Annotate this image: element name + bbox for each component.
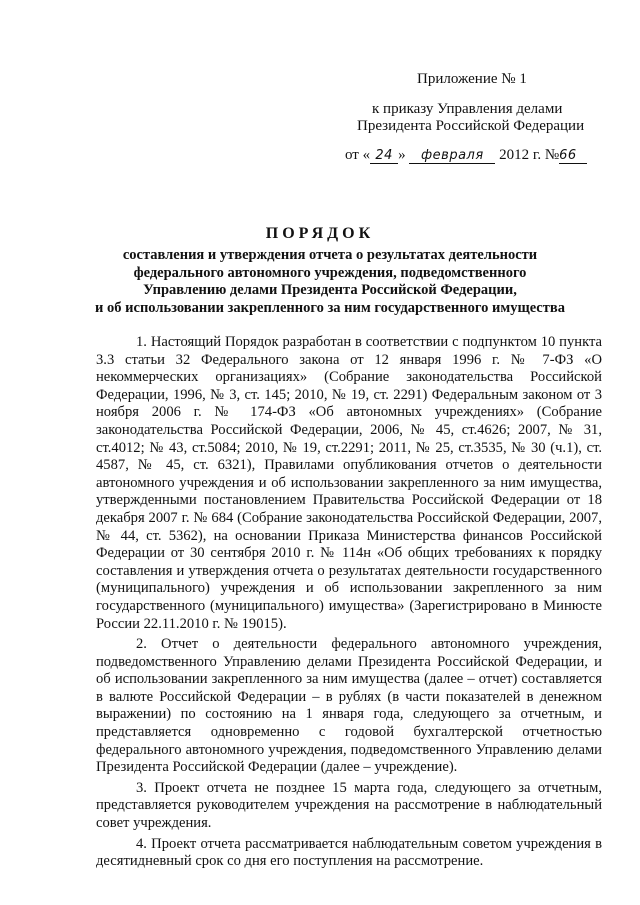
document-title: ПОРЯДОК [265,225,375,242]
subtitle-line: составления и утверждения отчета о результатах деятельности [122,247,538,263]
appendix-label: Приложение № 1 [417,71,527,87]
paragraph-1: 1. Настоящий Порядок разработан в соответствии с подпунктом 10 пункта 3.3 статьи 32 Федерального закона от 12 января 1996 г. № 7-ФЗ «О некоммерческих организациях» (Собрание законодательства Российской Федерации, 1996, № 3, ст. 145; 2010, № 19, ст. 2291) Федеральным законом от 3 ноября 2006 г. № 174-ФЗ «Об автономных учреждениях» (Собрание законодательства Российской Федерации, 2006, № 45, ст.4626; 2007, № 31, ст.4012; № 43, ст.5084; 2010, № 19, ст.2291; 2011, № 25, ст.3535, № 30 (ч.1), ст. 4587, № 45, ст. 6321), Правилами опубликования отчетов о деятельности автономного учреждения и об использовании закрепленного за ним имущества, утвержденными постановлением Правительства Российской Федерации от 18 декабря 2007 г. № 684 (Собрание законодательства Российской Федерации, 2007, № 44, ст. 5362), на основании Приказа Министерства финансов Российской Федерации от 30 сентября 2010 г. № 114н «Об общих требованиях к порядку составления и утверждения отчета о результатах деятельности государственного (муниципального) учреждения и об использовании закрепленного за ним государственного (муниципального) имущества» (Зарегистрировано в Минюсте России 22.11.2010 г. № 19015). [96,334,602,632]
handwritten-day: 24 [370,148,398,164]
date-prefix: от « [345,147,371,163]
order-date-line [345,146,587,164]
document-subtitle [90,247,570,317]
subtitle-line: и об использовании закрепленного за ним государственного имущества [95,299,565,316]
order-reference-line1: к приказу Управления делами [372,101,563,117]
document-body [96,334,602,874]
subtitle-line: Управлению делами Президента Российской Федерации, [143,282,517,298]
paragraph-2: 2. Отчет о деятельности федерального автономного учреждения, подведомственного Управлению делами Президента Российской Федерации, и об использовании закрепленного за ним имущества (далее – отчет) составляется в валюте Российской Федерации – в рублях (в части показателей в денежном выражении) по состоянию на 1 января года, следующего за отчетным, и представляется одновременно с годовой бухгалтерской отчетностью федерального автономного учреждения, подведомственного Управлению делами Президента Российской Федерации (далее – учреждение). [96,636,602,776]
handwritten-month: февраля [409,148,495,164]
date-close-quote: » [398,147,406,163]
paragraph-4: 4. Проект отчета рассматривается наблюдательным советом учреждения в десятидневный срок со дня его поступления на рассмотрение. [96,835,602,870]
subtitle-line: федерального автономного учреждения, подведомственного [133,264,527,281]
year-and-number-label: 2012 г. № [499,147,560,163]
handwritten-order-number: 66 [559,148,587,164]
paragraph-3: 3. Проект отчета не позднее 15 марта года, следующего за отчетным, представляется руководителем учреждения на рассмотрение в наблюдательный совет учреждения. [96,779,602,832]
order-reference-line2: Президента Российской Федерации [357,118,585,134]
